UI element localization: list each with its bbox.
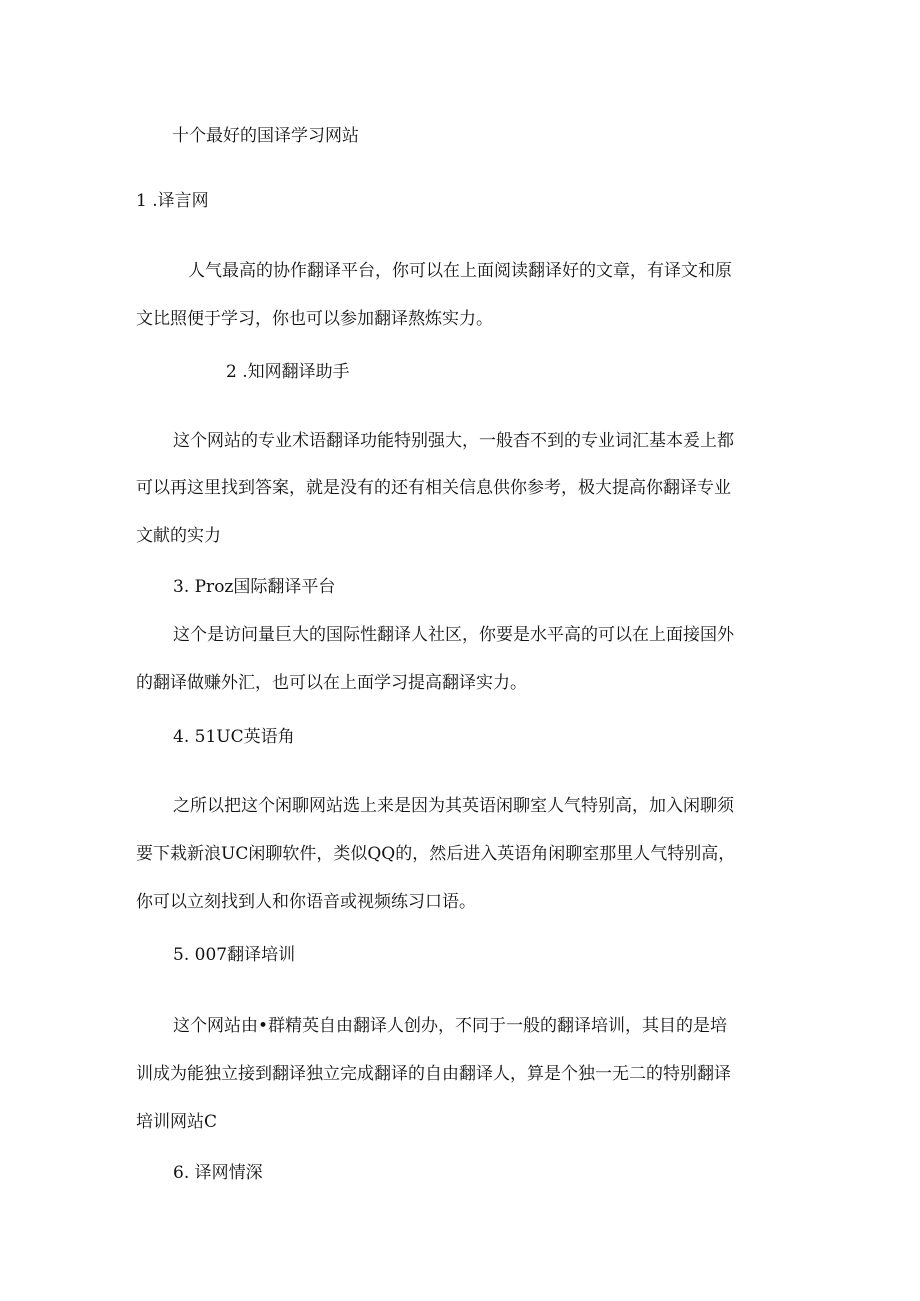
body-line: 之所以把这个闲聊网站选上来是因为其英语闲聊室人气特别高，加入闲聊须 xyxy=(173,796,734,816)
section-heading-6: 6. 译网情深 xyxy=(173,1163,263,1183)
body-line: 人气最高的协作翻译平台，你可以在上面阅读翻译好的文章，有译文和原 xyxy=(188,261,732,281)
body-line: 要下栽新浪UC闲聊软件，类似QQ的，然后进入英语角闲聊室那里人气特别高， xyxy=(136,844,736,864)
body-line: 这个网站的专业术语翻译功能特别强大，一般杳不到的专业词汇基本爰上都 xyxy=(173,431,734,451)
section-heading-2: 2 .知网翻译助手 xyxy=(226,362,350,382)
section-heading-4: 4. 51UC英语角 xyxy=(173,727,295,747)
body-line: 培训网站C xyxy=(136,1112,218,1132)
body-line: 你可以立刻找到人和你语音或视频练习口语。 xyxy=(136,892,476,912)
section-heading-5: 5. 007翻译培训 xyxy=(173,945,296,965)
body-line: 训成为能独立接到翻译独立完成翻译的自由翻译人，算是个独一无二的特别翻译 xyxy=(136,1064,731,1084)
section-heading-1: 1 .译言网 xyxy=(136,191,209,211)
body-line: 这个网站由•群精英自由翻译人创办，不同于一般的翻译培训，其目的是培 xyxy=(173,1016,728,1036)
body-line: 的翻译做赚外汇，也可以在上面学习提高翻译实力。 xyxy=(136,673,527,693)
body-line: 可以再这里找到答案，就是没有的还有相关信息供你参考，极大提高你翻译专业 xyxy=(136,478,731,498)
body-line: 文比照便于学习，你也可以参加翻译熬炼实力。 xyxy=(136,309,493,329)
document-title: 十个最好的国译学习网站 xyxy=(172,126,359,146)
section-heading-3: 3. Proz国际翻译平台 xyxy=(173,577,336,597)
body-line: 这个是访问量巨大的国际性翻译人社区，你要是水平高的可以在上面接国外 xyxy=(173,625,734,645)
body-line: 文献的实力 xyxy=(136,526,221,546)
